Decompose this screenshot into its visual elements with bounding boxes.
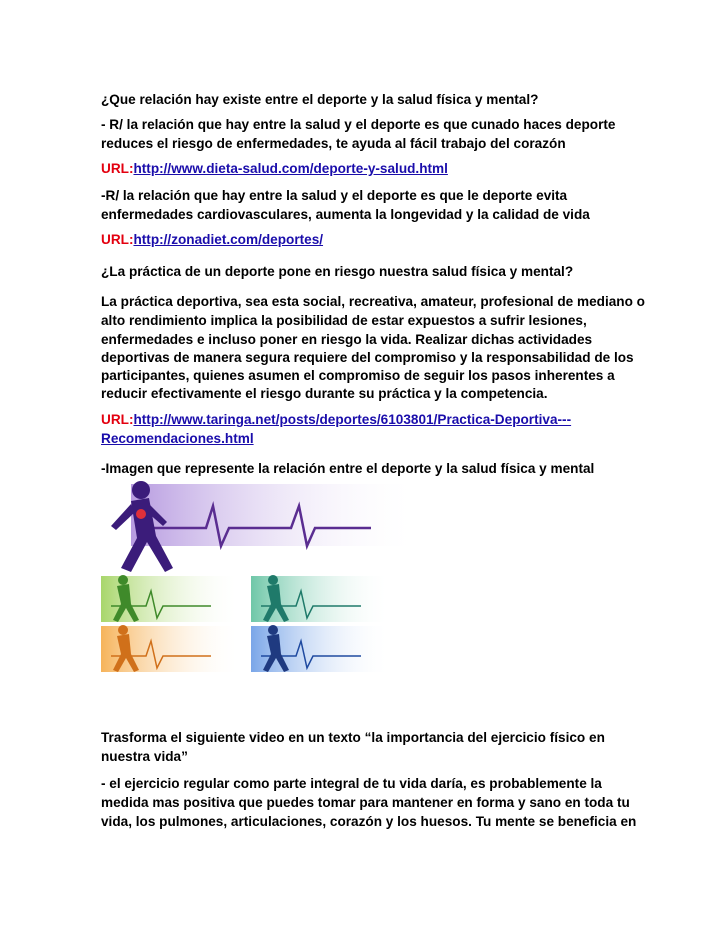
answer-4-line-2: medida mas positiva que puedes tomar para mantener en forma y sano en toda tu (101, 795, 630, 810)
question-3-line-1: Trasforma el siguiente video en un texto “la importancia del ejercicio físico en (101, 730, 605, 745)
answer-3-line-5: participantes, quienes asumen el compromiso de seguir los pasos inherentes a (101, 368, 615, 383)
answer-3-line-2: alto rendimiento implica la posibilidad de estar expuestos a sufrir lesiones, (101, 313, 587, 328)
answer-2-line-1: -R/ la relación que hay entre la salud y el deporte es que le deporte evita (101, 188, 568, 203)
url-label: URL: (101, 412, 134, 427)
url-line-3 (101, 410, 641, 429)
url-line-1 (101, 159, 641, 178)
answer-1-line-2: reduces el riesgo de enfermedades, te ayuda al fácil trabajo del corazón (101, 136, 566, 151)
url-link-3a[interactable]: http://www.taringa.net/posts/deportes/6103801/Practica-Deportiva--- (133, 412, 572, 427)
sport-health-illustration (101, 476, 641, 676)
answer-3-line-6: reducir efectivamente el riesgo durante su práctica y la competencia. (101, 386, 548, 401)
url-line-3-cont (101, 429, 641, 448)
answer-1-line-1: - R/ la relación que hay entre la salud y el deporte es que cunado haces deporte (101, 117, 616, 132)
answer-4-line-3: vida, los pulmones, articulaciones, corazón y los huesos. Tu mente se beneficia en (101, 814, 637, 829)
question-1: ¿Que relación hay existe entre el deporte y la salud física y mental? (101, 92, 539, 107)
answer-4-line-1: - el ejercicio regular como parte integral de tu vida daría, es probablemente la (101, 776, 602, 791)
answer-3-line-4: deportivas de manera segura requiere del compromiso y la responsabilidad de los (101, 350, 634, 365)
answer-2-line-2: enfermedades cardiovasculares, aumenta la longevidad y la calidad de vida (101, 207, 590, 222)
url-link-2[interactable]: http://zonadiet.com/deportes/ (133, 232, 324, 247)
answer-3-line-3: enfermedades e incluso poner en riesgo la vida. Realizar dichas actividades (101, 332, 593, 347)
url-label: URL: (101, 232, 134, 247)
image-caption: -Imagen que represente la relación entre el deporte y la salud física y mental (101, 461, 595, 476)
url-label: URL: (101, 161, 134, 176)
question-2: ¿La práctica de un deporte pone en riesgo nuestra salud física y mental? (101, 264, 574, 279)
answer-3-line-1: La práctica deportiva, sea esta social, recreativa, amateur, profesional de mediano o (101, 294, 645, 309)
url-link-3b[interactable]: Recomendaciones.html (101, 431, 254, 446)
question-3-line-2: nuestra vida” (101, 749, 188, 764)
url-line-2 (101, 230, 641, 249)
purple-band (131, 484, 421, 546)
url-link-1[interactable]: http://www.dieta-salud.com/deporte-y-salud.html (133, 161, 448, 176)
